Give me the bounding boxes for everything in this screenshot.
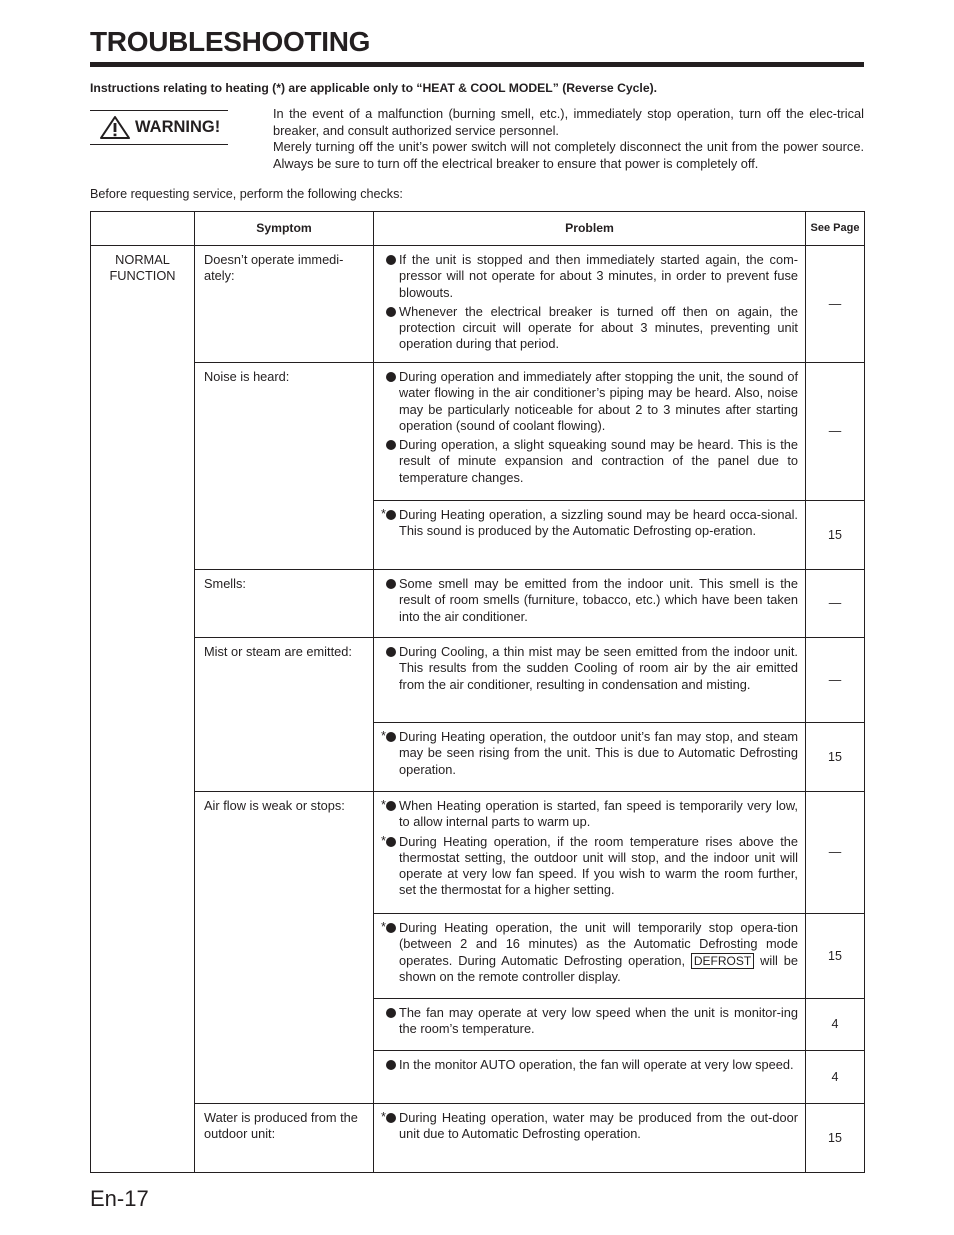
- bullet-icon: [386, 510, 396, 520]
- symptom-cell: Noise is heard:: [195, 363, 374, 570]
- bullet-icon: [386, 647, 396, 657]
- table-header-row: [91, 212, 865, 246]
- problem-cell: [374, 723, 806, 792]
- heat-marker: *: [381, 1109, 386, 1124]
- header-category: [91, 212, 195, 246]
- warning-label: WARNING!: [135, 118, 221, 136]
- header-problem: Problem: [374, 212, 806, 246]
- problem-item: If the unit is stopped and then immediately started again, the com-pressor will not operate for about 3 minutes, in order to prevent fuse blowouts.: [377, 252, 798, 301]
- page-cell: —: [806, 246, 865, 363]
- problem-cell: [374, 999, 806, 1051]
- page-cell: —: [806, 363, 865, 501]
- bullet-icon: [386, 372, 396, 382]
- bullet-icon: [386, 1113, 396, 1123]
- troubleshooting-table: [90, 211, 865, 1173]
- problem-cell: [374, 246, 806, 363]
- page-cell: —: [806, 570, 865, 638]
- page-cell: —: [806, 638, 865, 723]
- page-cell: 15: [806, 723, 865, 792]
- table-row: [91, 1104, 865, 1173]
- problem-cell: [374, 501, 806, 570]
- problem-cell: [374, 1051, 806, 1104]
- header-see-page: See Page: [806, 212, 865, 246]
- page-title: TROUBLESHOOTING: [90, 26, 371, 57]
- heat-marker: *: [381, 919, 386, 934]
- problem-cell: [374, 363, 806, 501]
- table-row: [91, 570, 865, 638]
- checks-intro: Before requesting service, perform the following checks:: [90, 187, 403, 201]
- symptom-cell: Doesn’t operate immedi-ately:: [195, 246, 374, 363]
- page-cell: 4: [806, 999, 865, 1051]
- defrost-indicator: DEFROST: [691, 953, 754, 969]
- table-row: [91, 363, 865, 501]
- warning-triangle-icon: [99, 115, 131, 140]
- page-cell: 15: [806, 501, 865, 570]
- warning-box: [90, 110, 228, 145]
- bullet-icon: [386, 732, 396, 742]
- symptom-cell: Water is produced from the outdoor unit:: [195, 1104, 374, 1173]
- problem-item: * During Heating operation, the outdoor unit’s fan may stop, and steam may be seen rising from the unit. This is due to Automatic Defrosting operation.: [381, 728, 798, 777]
- problem-cell: [374, 638, 806, 723]
- heat-marker: *: [381, 506, 386, 521]
- bullet-icon: [386, 440, 396, 450]
- problem-cell: [374, 914, 806, 999]
- problem-item: During operation and immediately after stopping the unit, the sound of water flowing in the air conditioner’s piping may be heard. Also, noise may be particularly noticeable for about 2 to 3 minutes after starting operation (sound of coolant flowing).: [377, 369, 798, 434]
- symptom-cell: Air flow is weak or stops:: [195, 792, 374, 1104]
- page-cell: 15: [806, 914, 865, 999]
- problem-item: * When Heating operation is started, fan speed is temporarily very low, to allow internal parts to warm up.: [381, 797, 798, 830]
- warning-paragraph: In the event of a malfunction (burning smell, etc.), immediately stop operation, turn off the elec-trical breaker, and consult authorized service personnel.: [273, 106, 864, 138]
- heat-marker: *: [381, 728, 386, 743]
- bullet-icon: [386, 923, 396, 933]
- title-rule: [90, 62, 864, 67]
- problem-item: During Cooling, a thin mist may be seen emitted from the indoor unit. This results from the sudden Cooling of room air by the air emitted from the air conditioner, resulting in condensation and misting.: [377, 644, 798, 693]
- problem-item: In the monitor AUTO operation, the fan will operate at very low speed.: [377, 1057, 798, 1073]
- problem-item: Whenever the electrical breaker is turned off then on again, the protection circuit will operate for about 3 minutes, preventing unit operation during that period.: [377, 304, 798, 353]
- table-row: [91, 792, 865, 914]
- bullet-icon: [386, 1060, 396, 1070]
- problem-item: * During Heating operation, the unit will temporarily stop opera-tion (between 2 and 16 minutes) as the Automatic Defrosting mode operates. During Automatic Defrosting operation, DEFROST will be shown on the remote controller display.: [381, 919, 799, 984]
- problem-cell: [374, 1104, 806, 1173]
- problem-item: * During Heating operation, water may be produced from the out-door unit due to Automatic Defrosting operation.: [381, 1109, 798, 1142]
- heating-note: Instructions relating to heating (*) are applicable only to “HEAT & COOL MODEL” (Reverse Cycle).: [90, 81, 658, 95]
- bullet-icon: [386, 837, 396, 847]
- problem-item: The fan may operate at very low speed when the unit is monitor-ing the room’s temperature.: [377, 1005, 798, 1038]
- table-row: [91, 246, 865, 363]
- page-cell: 15: [806, 1104, 865, 1173]
- problem-cell: [374, 570, 806, 638]
- heat-marker: *: [381, 797, 386, 812]
- category-cell: NORMAL FUNCTION: [91, 246, 195, 1173]
- problem-cell: [374, 792, 806, 914]
- bullet-icon: [386, 801, 396, 811]
- page-cell: —: [806, 792, 865, 914]
- problem-item: * During Heating operation, if the room temperature rises above the thermostat setting, the outdoor unit will stop, and the indoor unit will operate at very low fan speed. If you wish to warm the room further, set the thermostat for a higher setting.: [381, 832, 798, 898]
- bullet-icon: [386, 255, 396, 265]
- bullet-icon: [386, 1008, 396, 1018]
- page-cell: 4: [806, 1051, 865, 1104]
- problem-item: Some smell may be emitted from the indoor unit. This smell is the result of room smells (furniture, tobacco, etc.) which have been taken into the air conditioner.: [377, 576, 798, 625]
- symptom-cell: Smells:: [195, 570, 374, 638]
- bullet-icon: [386, 579, 396, 589]
- header-symptom: Symptom: [195, 212, 374, 246]
- problem-item: During operation, a slight squeaking sound may be heard. This is the result of minute expansion and contraction of the panel due to temperature changes.: [377, 437, 798, 486]
- symptom-cell: Mist or steam are emitted:: [195, 638, 374, 792]
- warning-text: [273, 106, 864, 172]
- bullet-icon: [386, 307, 396, 317]
- table-row: [91, 638, 865, 723]
- heat-marker: *: [381, 832, 386, 848]
- problem-item: * During Heating operation, a sizzling sound may be heard occa-sional. This sound is produced by the Automatic Defrosting op-eration.: [381, 506, 798, 539]
- page-number: En-17: [90, 1186, 149, 1211]
- warning-paragraph: Merely turning off the unit’s power switch will not completely disconnect the unit from the power source. Always be sure to turn off the electrical breaker to ensure that power is completely off.: [273, 139, 864, 171]
